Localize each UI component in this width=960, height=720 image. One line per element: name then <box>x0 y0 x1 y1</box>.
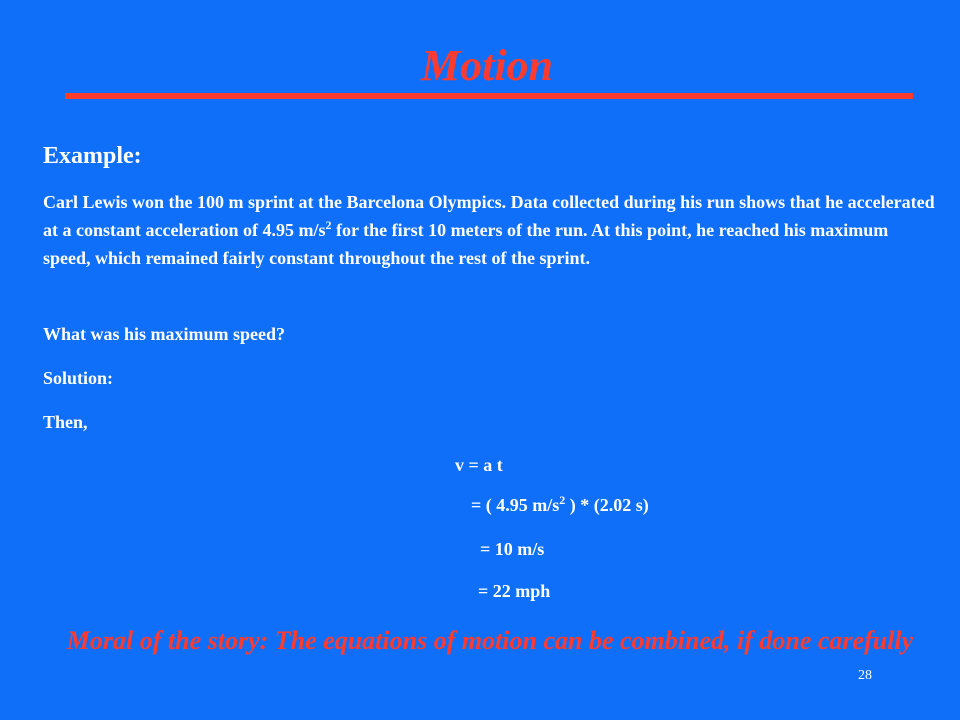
slide-number: 28 <box>858 668 872 683</box>
equation-substitution <box>471 491 649 519</box>
moral-of-story: Moral of the story: The equations of motion can be combined, if done carefully <box>66 626 914 655</box>
problem-exponent: 2 <box>325 218 332 232</box>
equation-result-mps: = 10 m/s <box>480 539 545 559</box>
title-underline-rule <box>65 93 913 99</box>
equation-velocity: v = a t <box>455 455 503 475</box>
question-text: What was his maximum speed? <box>43 324 286 344</box>
equation-substitution-part2: ) * (2.02 s) <box>565 495 649 515</box>
problem-text-part2: for the first 10 meters of the run. At this point, he reached his maximum speed, which remained fairly constant throughout the rest of the sprint. <box>43 220 889 268</box>
example-heading: Example: <box>43 143 142 169</box>
equation-substitution-part1: = ( 4.95 m/s <box>471 495 560 515</box>
equation-exponent: 2 <box>559 493 566 507</box>
slide-title: Motion <box>420 41 554 90</box>
equation-result-mph: = 22 mph <box>478 581 551 601</box>
problem-text-part1: Carl Lewis won the 100 m sprint at the Barcelona Olympics. Data collected during his run shows that he accelerated at a constant acceleration of 4.95 m/s <box>43 192 935 240</box>
problem-paragraph <box>43 188 935 272</box>
then-label: Then, <box>43 412 88 432</box>
solution-label: Solution: <box>43 368 114 388</box>
